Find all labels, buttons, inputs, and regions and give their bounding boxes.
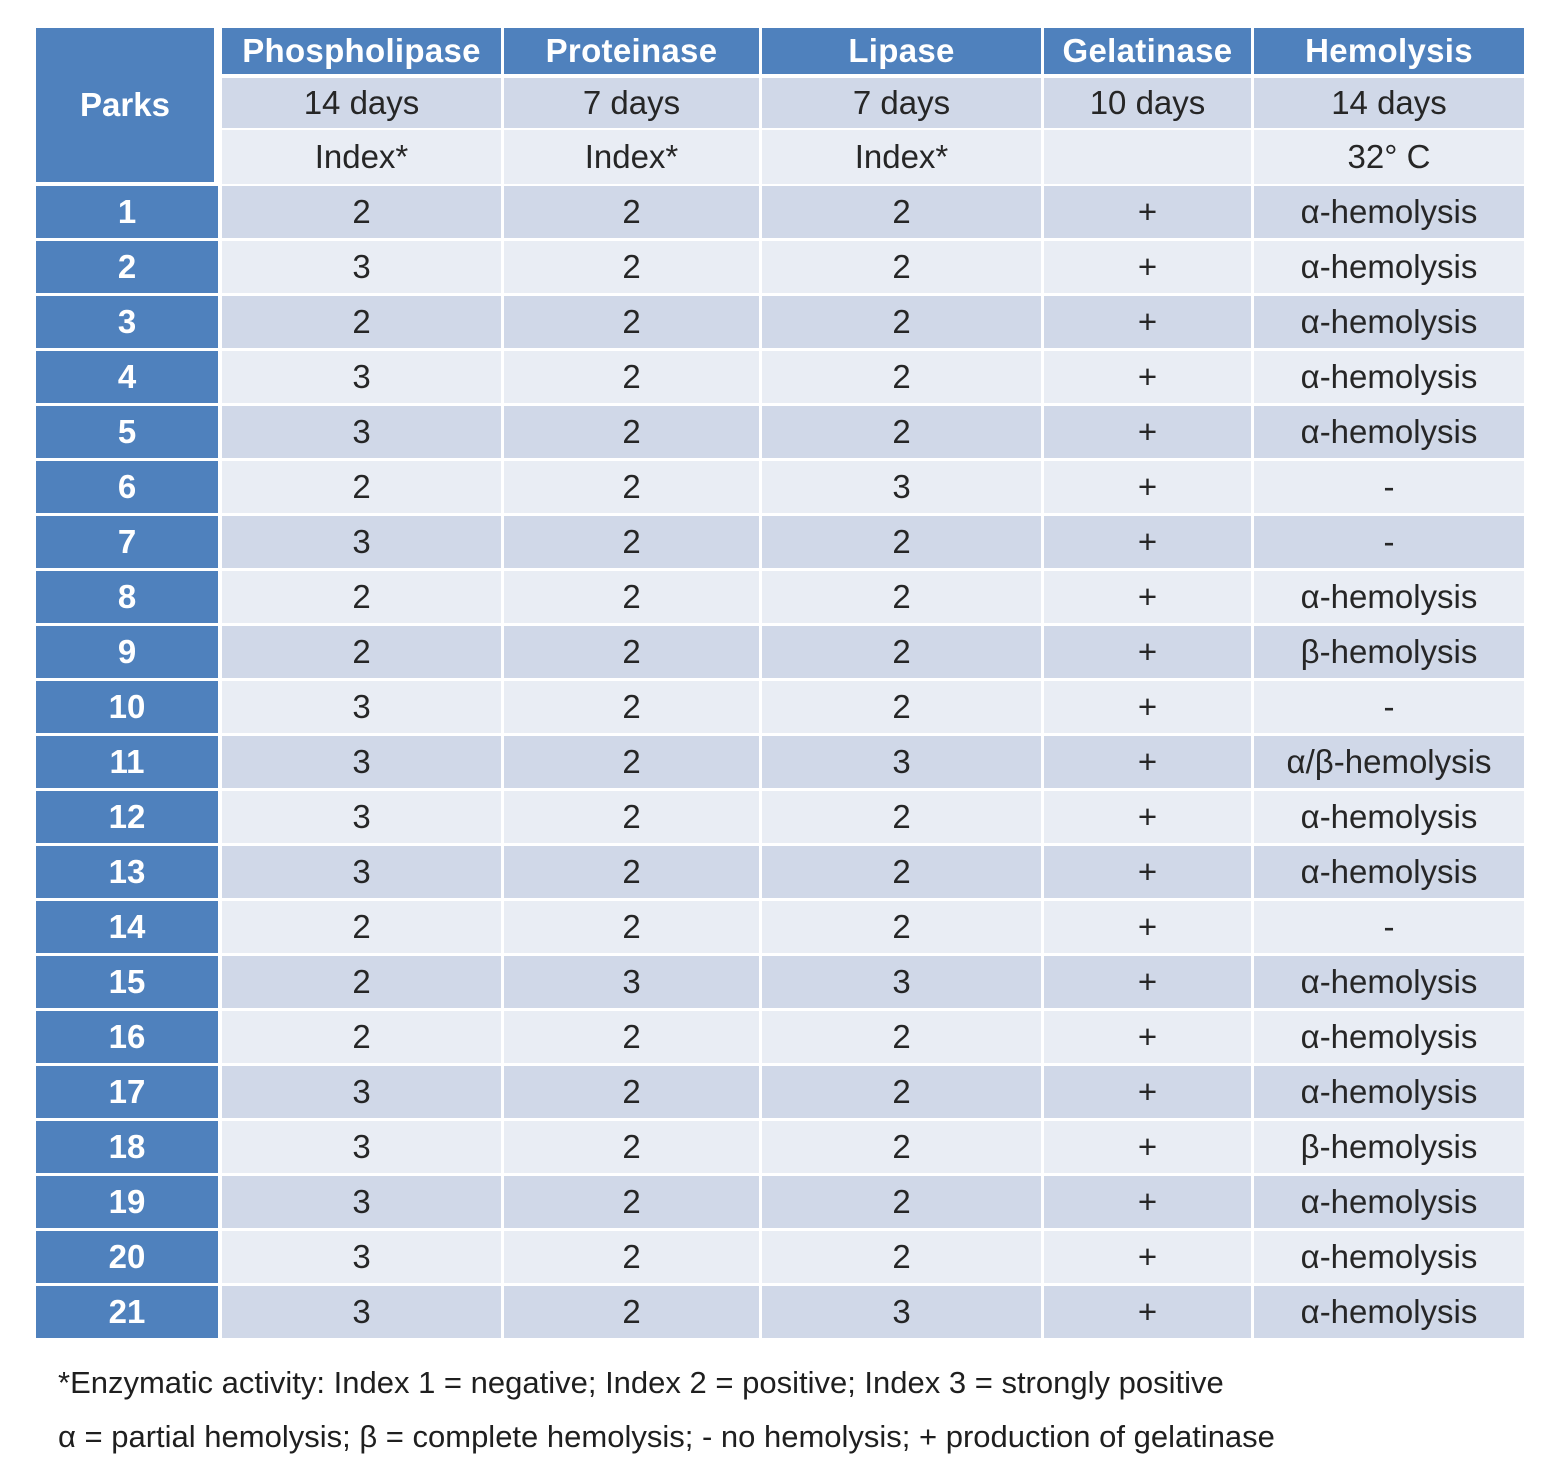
header-row-incubation (36, 78, 1524, 130)
header-row-enzymes (36, 28, 1524, 78)
gelatinase-cell: + (1044, 1066, 1254, 1121)
parks-column-header: Parks (36, 28, 222, 186)
gelatinase-cell: + (1044, 846, 1254, 901)
lipase-cell: 3 (762, 461, 1044, 516)
phospholipase-cell: 3 (222, 516, 504, 571)
park-label: 5 (36, 406, 222, 461)
enzyme-activity-table-container (36, 28, 1524, 1341)
table-row (36, 901, 1524, 956)
proteinase-cell: 2 (504, 1121, 762, 1176)
hemolysis-cell: - (1254, 461, 1524, 516)
proteinase-cell: 2 (504, 736, 762, 791)
park-label: 10 (36, 681, 222, 736)
park-label: 19 (36, 1176, 222, 1231)
column-header-lipase: Lipase (762, 28, 1044, 78)
gelatinase-cell: + (1044, 1286, 1254, 1341)
gelatinase-cell: + (1044, 296, 1254, 351)
hemolysis-cell: α-hemolysis (1254, 1011, 1524, 1066)
measure-proteinase: Index* (504, 130, 762, 186)
gelatinase-cell: + (1044, 681, 1254, 736)
proteinase-cell: 2 (504, 351, 762, 406)
proteinase-cell: 2 (504, 1286, 762, 1341)
column-header-proteinase: Proteinase (504, 28, 762, 78)
hemolysis-cell: α-hemolysis (1254, 1066, 1524, 1121)
phospholipase-cell: 3 (222, 736, 504, 791)
gelatinase-cell: + (1044, 1176, 1254, 1231)
lipase-cell: 2 (762, 1011, 1044, 1066)
measure-hemolysis: 32° C (1254, 130, 1524, 186)
footnote-hemolysis-legend: α = partial hemolysis; β = complete hemolysis; - no hemolysis; + production of gelatinase (58, 1419, 1275, 1454)
lipase-cell: 2 (762, 351, 1044, 406)
proteinase-cell: 2 (504, 571, 762, 626)
incubation-phospholipase: 14 days (222, 78, 504, 130)
gelatinase-cell: + (1044, 241, 1254, 296)
hemolysis-cell: α-hemolysis (1254, 241, 1524, 296)
table-row (36, 1011, 1524, 1066)
lipase-cell: 3 (762, 736, 1044, 791)
incubation-proteinase: 7 days (504, 78, 762, 130)
park-label: 4 (36, 351, 222, 406)
table-row (36, 571, 1524, 626)
phospholipase-cell: 3 (222, 681, 504, 736)
park-label: 3 (36, 296, 222, 351)
hemolysis-cell: - (1254, 516, 1524, 571)
phospholipase-cell: 3 (222, 791, 504, 846)
table-row (36, 846, 1524, 901)
hemolysis-cell: α-hemolysis (1254, 351, 1524, 406)
table-row (36, 1231, 1524, 1286)
proteinase-cell: 2 (504, 791, 762, 846)
hemolysis-cell: α-hemolysis (1254, 186, 1524, 241)
column-header-hemolysis: Hemolysis (1254, 28, 1524, 78)
hemolysis-cell: α-hemolysis (1254, 1231, 1524, 1286)
header-row-measure (36, 130, 1524, 186)
proteinase-cell: 2 (504, 1176, 762, 1231)
proteinase-cell: 2 (504, 516, 762, 571)
phospholipase-cell: 3 (222, 1286, 504, 1341)
park-label: 16 (36, 1011, 222, 1066)
gelatinase-cell: + (1044, 1121, 1254, 1176)
phospholipase-cell: 2 (222, 956, 504, 1011)
gelatinase-cell: + (1044, 791, 1254, 846)
lipase-cell: 2 (762, 186, 1044, 241)
table-body (36, 186, 1524, 1341)
footnote-enzymatic-index: *Enzymatic activity: Index 1 = negative; Index 2 = positive; Index 3 = strongly positive (58, 1365, 1224, 1400)
phospholipase-cell: 2 (222, 571, 504, 626)
lipase-cell: 2 (762, 626, 1044, 681)
measure-gelatinase (1044, 130, 1254, 186)
phospholipase-cell: 3 (222, 846, 504, 901)
proteinase-cell: 2 (504, 296, 762, 351)
proteinase-cell: 2 (504, 1231, 762, 1286)
lipase-cell: 3 (762, 1286, 1044, 1341)
proteinase-cell: 2 (504, 846, 762, 901)
park-label: 18 (36, 1121, 222, 1176)
gelatinase-cell: + (1044, 406, 1254, 461)
hemolysis-cell: α-hemolysis (1254, 791, 1524, 846)
hemolysis-cell: α-hemolysis (1254, 571, 1524, 626)
table-row (36, 956, 1524, 1011)
hemolysis-cell: α/β-hemolysis (1254, 736, 1524, 791)
hemolysis-cell: β-hemolysis (1254, 626, 1524, 681)
hemolysis-cell: α-hemolysis (1254, 406, 1524, 461)
phospholipase-cell: 3 (222, 351, 504, 406)
park-label: 6 (36, 461, 222, 516)
park-label: 1 (36, 186, 222, 241)
lipase-cell: 2 (762, 1066, 1044, 1121)
enzyme-activity-table (36, 28, 1524, 1341)
lipase-cell: 2 (762, 901, 1044, 956)
gelatinase-cell: + (1044, 736, 1254, 791)
phospholipase-cell: 3 (222, 1176, 504, 1231)
gelatinase-cell: + (1044, 186, 1254, 241)
proteinase-cell: 2 (504, 461, 762, 516)
park-label: 8 (36, 571, 222, 626)
table-row (36, 1286, 1524, 1341)
park-label: 20 (36, 1231, 222, 1286)
phospholipase-cell: 3 (222, 1066, 504, 1121)
measure-phospholipase: Index* (222, 130, 504, 186)
lipase-cell: 2 (762, 571, 1044, 626)
column-header-phospholipase: Phospholipase (222, 28, 504, 78)
proteinase-cell: 3 (504, 956, 762, 1011)
table-row (36, 736, 1524, 791)
lipase-cell: 2 (762, 681, 1044, 736)
phospholipase-cell: 3 (222, 241, 504, 296)
column-header-gelatinase: Gelatinase (1044, 28, 1254, 78)
phospholipase-cell: 3 (222, 1231, 504, 1286)
table-row (36, 406, 1524, 461)
gelatinase-cell: + (1044, 351, 1254, 406)
phospholipase-cell: 3 (222, 406, 504, 461)
table-row (36, 1066, 1524, 1121)
park-label: 13 (36, 846, 222, 901)
lipase-cell: 2 (762, 1231, 1044, 1286)
proteinase-cell: 2 (504, 1066, 762, 1121)
park-label: 14 (36, 901, 222, 956)
proteinase-cell: 2 (504, 241, 762, 296)
table-row (36, 1121, 1524, 1176)
hemolysis-cell: β-hemolysis (1254, 1121, 1524, 1176)
table-row (36, 516, 1524, 571)
park-label: 7 (36, 516, 222, 571)
phospholipase-cell: 2 (222, 461, 504, 516)
park-label: 21 (36, 1286, 222, 1341)
park-label: 17 (36, 1066, 222, 1121)
phospholipase-cell: 2 (222, 1011, 504, 1066)
park-label: 15 (36, 956, 222, 1011)
table-row (36, 626, 1524, 681)
table-row (36, 241, 1524, 296)
lipase-cell: 2 (762, 791, 1044, 846)
park-label: 11 (36, 736, 222, 791)
measure-lipase: Index* (762, 130, 1044, 186)
phospholipase-cell: 3 (222, 1121, 504, 1176)
lipase-cell: 3 (762, 956, 1044, 1011)
proteinase-cell: 2 (504, 901, 762, 956)
phospholipase-cell: 2 (222, 901, 504, 956)
gelatinase-cell: + (1044, 461, 1254, 516)
incubation-gelatinase: 10 days (1044, 78, 1254, 130)
table-row (36, 186, 1524, 241)
lipase-cell: 2 (762, 516, 1044, 571)
proteinase-cell: 2 (504, 406, 762, 461)
lipase-cell: 2 (762, 296, 1044, 351)
hemolysis-cell: α-hemolysis (1254, 1286, 1524, 1341)
phospholipase-cell: 2 (222, 186, 504, 241)
proteinase-cell: 2 (504, 1011, 762, 1066)
lipase-cell: 2 (762, 1121, 1044, 1176)
hemolysis-cell: α-hemolysis (1254, 296, 1524, 351)
proteinase-cell: 2 (504, 626, 762, 681)
gelatinase-cell: + (1044, 1011, 1254, 1066)
proteinase-cell: 2 (504, 186, 762, 241)
hemolysis-cell: α-hemolysis (1254, 1176, 1524, 1231)
hemolysis-cell: α-hemolysis (1254, 846, 1524, 901)
phospholipase-cell: 2 (222, 296, 504, 351)
lipase-cell: 2 (762, 1176, 1044, 1231)
footnotes (58, 1356, 1538, 1464)
gelatinase-cell: + (1044, 956, 1254, 1011)
lipase-cell: 2 (762, 241, 1044, 296)
park-label: 12 (36, 791, 222, 846)
gelatinase-cell: + (1044, 901, 1254, 956)
gelatinase-cell: + (1044, 1231, 1254, 1286)
gelatinase-cell: + (1044, 516, 1254, 571)
hemolysis-cell: - (1254, 681, 1524, 736)
hemolysis-cell: - (1254, 901, 1524, 956)
table-row (36, 791, 1524, 846)
lipase-cell: 2 (762, 406, 1044, 461)
gelatinase-cell: + (1044, 571, 1254, 626)
park-label: 2 (36, 241, 222, 296)
table-row (36, 351, 1524, 406)
table-row (36, 681, 1524, 736)
proteinase-cell: 2 (504, 681, 762, 736)
gelatinase-cell: + (1044, 626, 1254, 681)
incubation-hemolysis: 14 days (1254, 78, 1524, 130)
table-row (36, 1176, 1524, 1231)
phospholipase-cell: 2 (222, 626, 504, 681)
lipase-cell: 2 (762, 846, 1044, 901)
table-row (36, 461, 1524, 516)
incubation-lipase: 7 days (762, 78, 1044, 130)
table-header (36, 28, 1524, 186)
table-row (36, 296, 1524, 351)
hemolysis-cell: α-hemolysis (1254, 956, 1524, 1011)
park-label: 9 (36, 626, 222, 681)
